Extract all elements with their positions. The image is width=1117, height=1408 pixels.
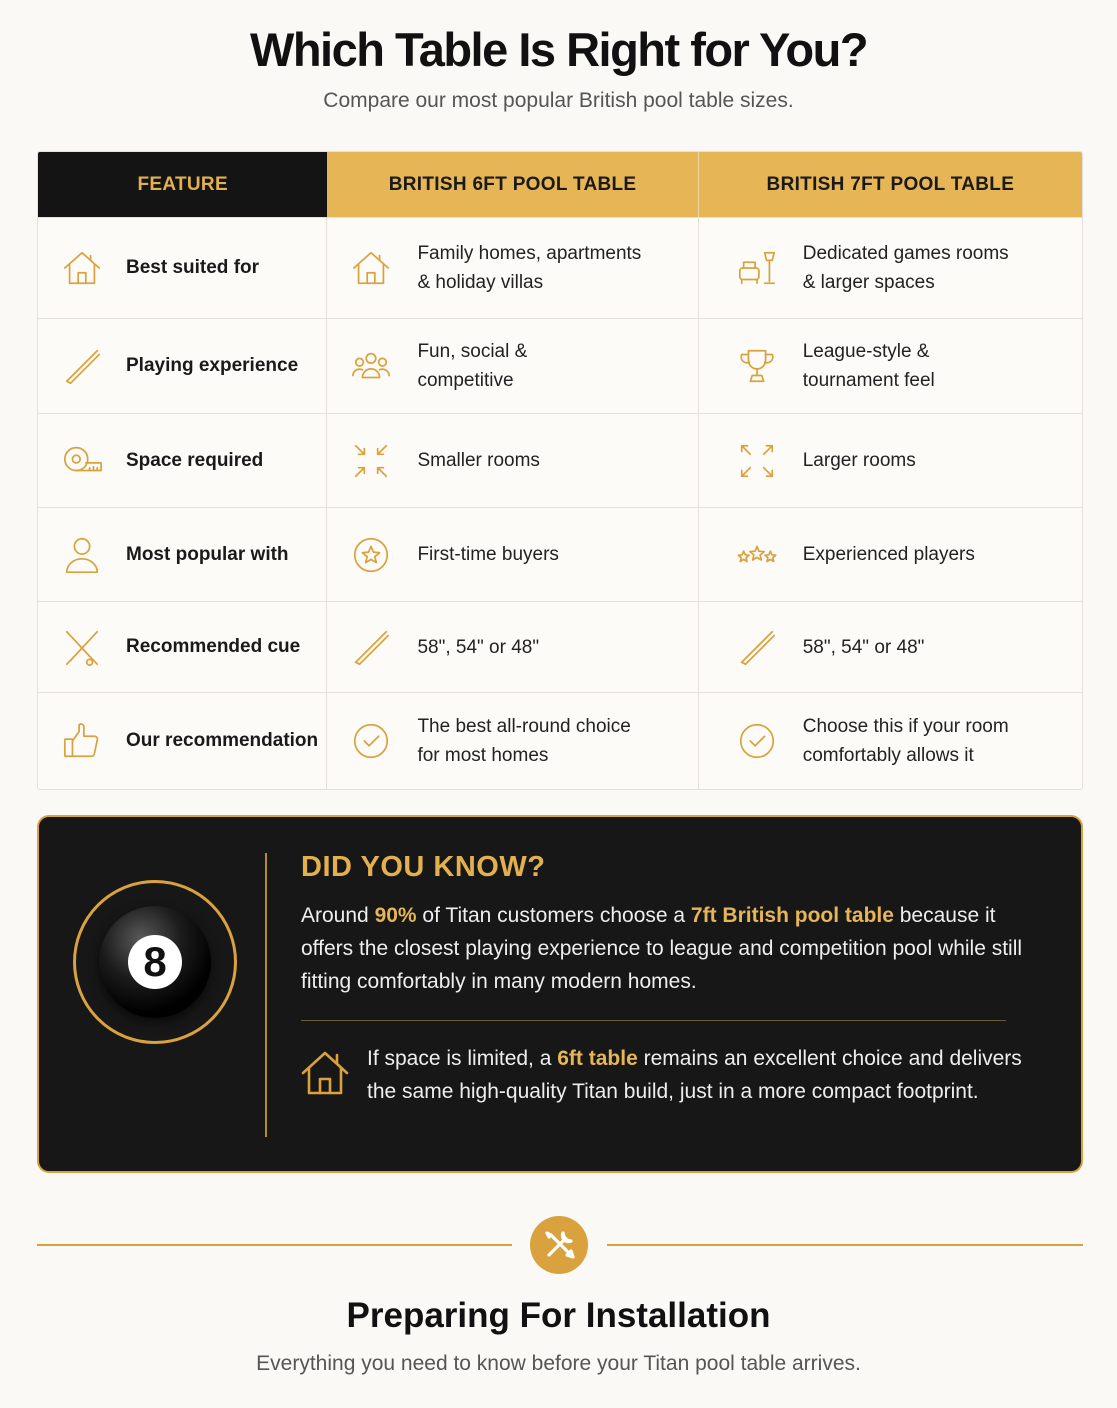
shrink-arrows-icon <box>349 439 393 483</box>
feature-cell <box>38 693 327 789</box>
cell-6ft <box>327 414 698 507</box>
did-you-know-note: If space is limited, a 6ft table remains an excellent choice and delivers the same high-quality Titan build, just in a more compact footprint. <box>367 1047 1022 1103</box>
divider-line-left <box>37 1244 512 1246</box>
value-6ft: Fun, social & competitive <box>417 341 528 391</box>
highlight-6ft: 6ft table <box>557 1047 638 1070</box>
feature-label: Best suited for <box>126 257 260 278</box>
cell-6ft <box>327 319 698 413</box>
feature-label: Our recommendation <box>126 730 319 751</box>
feature-label: Playing experience <box>126 355 299 376</box>
did-you-know-paragraph: Around 90% of Titan customers choose a 7ft British pool table because it offers the closest playing experience to league and competition pool while still fitting comfortably in many modern homes. <box>301 904 1023 993</box>
cell-7ft <box>699 508 1082 601</box>
value-6ft: Smaller rooms <box>417 450 540 471</box>
table-row <box>38 413 1082 507</box>
table-row <box>38 318 1082 413</box>
check-circle-icon <box>349 719 393 763</box>
cell-6ft <box>327 508 698 601</box>
header-feature: FEATURE <box>38 152 327 217</box>
trophy-icon <box>735 344 779 388</box>
header-7ft: BRITISH 7FT POOL TABLE <box>699 152 1082 217</box>
feature-cell <box>38 319 327 413</box>
value-7ft: Experienced players <box>802 544 975 565</box>
feature-cell <box>38 508 327 601</box>
cell-6ft <box>327 602 698 692</box>
page-title: Which Table Is Right for You? <box>249 23 868 76</box>
feature-label: Recommended cue <box>126 636 301 657</box>
crossed-cues-icon <box>60 625 104 669</box>
group-icon <box>349 344 393 388</box>
check-circle-icon <box>735 719 779 763</box>
value-7ft: 58", 54" or 48" <box>802 636 925 658</box>
value-6ft: 58", 54" or 48" <box>417 636 540 658</box>
three-stars-icon <box>735 533 779 577</box>
horizontal-divider <box>301 1020 1006 1021</box>
armchair-lamp-icon <box>735 246 779 290</box>
feature-cell <box>38 602 327 692</box>
table-row <box>38 217 1082 318</box>
header-6ft: BRITISH 6FT POOL TABLE <box>327 152 698 217</box>
user-icon <box>60 533 104 577</box>
value-6ft: The best all-round choice for most homes <box>417 716 631 766</box>
value-6ft: First-time buyers <box>417 544 559 565</box>
ball-number: 8 <box>128 935 182 989</box>
house-icon <box>349 246 393 290</box>
feature-cell <box>38 218 327 318</box>
highlight-7ft: 7ft British pool table <box>690 904 894 927</box>
table-row <box>38 692 1082 789</box>
eight-ball-icon <box>73 880 237 1044</box>
installation-title: Preparing For Installation <box>346 1296 771 1335</box>
comparison-table <box>37 151 1083 790</box>
house-icon <box>299 1047 351 1099</box>
table-row <box>38 601 1082 692</box>
highlight-percent: 90% <box>374 904 417 927</box>
table-row <box>38 507 1082 601</box>
cue-icon <box>735 625 779 669</box>
value-7ft: Choose this if your room comfortably allows it <box>802 716 1009 766</box>
page-subtitle: Compare our most popular British pool table sizes. <box>323 89 794 112</box>
cell-6ft <box>327 693 698 789</box>
cue-icon <box>60 344 104 388</box>
installation-subtitle: Everything you need to know before your Titan pool table arrives. <box>256 1352 861 1375</box>
feature-cell <box>38 414 327 507</box>
value-6ft: Family homes, apartments & holiday villas <box>417 243 642 293</box>
vertical-divider <box>265 853 267 1137</box>
value-7ft: League-style & tournament feel <box>802 341 935 391</box>
thumbs-up-icon <box>60 719 104 763</box>
cell-7ft <box>699 319 1082 413</box>
cell-7ft <box>699 414 1082 507</box>
feature-label: Most popular with <box>126 543 289 565</box>
value-7ft: Dedicated games rooms & larger spaces <box>802 243 1009 293</box>
did-you-know-title: DID YOU KNOW? <box>301 851 546 883</box>
cell-7ft <box>699 218 1082 318</box>
value-7ft: Larger rooms <box>802 450 916 471</box>
feature-label: Space required <box>126 449 264 471</box>
cell-6ft <box>327 218 698 318</box>
divider-line-right <box>607 1244 1083 1246</box>
star-circle-icon <box>349 533 393 577</box>
cue-icon <box>349 625 393 669</box>
expand-arrows-icon <box>735 439 779 483</box>
cell-7ft <box>699 693 1082 789</box>
cell-7ft <box>699 602 1082 692</box>
table-header <box>38 152 1082 217</box>
tools-icon <box>530 1216 588 1274</box>
tape-measure-icon <box>60 439 104 483</box>
did-you-know-panel <box>37 815 1083 1173</box>
house-icon <box>60 246 104 290</box>
